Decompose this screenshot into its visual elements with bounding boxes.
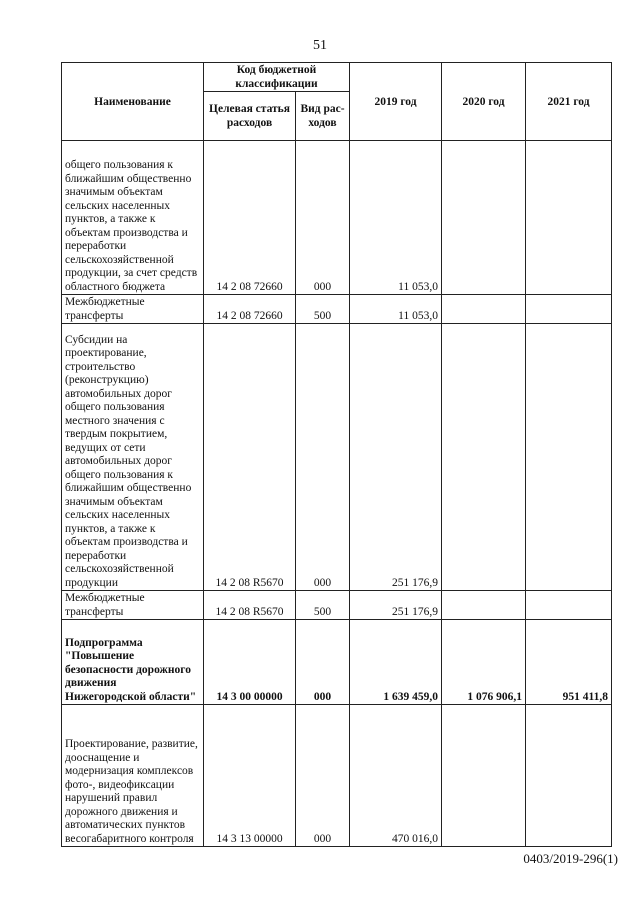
table-row (62, 324, 612, 591)
row-2021 (526, 324, 612, 591)
row-2020 (442, 324, 526, 591)
row-name: Межбюджетные трансферты (62, 295, 204, 324)
row-target-item: 14 2 08 R5670 (204, 591, 296, 620)
row-expense-type: 000 (296, 705, 350, 847)
table-row (62, 295, 612, 324)
row-2019: 470 016,0 (350, 705, 442, 847)
header-2021: 2021 год (526, 63, 612, 141)
row-2021 (526, 141, 612, 295)
row-expense-type: 500 (296, 295, 350, 324)
row-2021: 951 411,8 (526, 620, 612, 705)
row-2021 (526, 705, 612, 847)
row-name: Субсидии на проектирование, строительство (реконструкцию) автомобильных дорог общего пользования местного значения с твердым покрытием, ведущих от сети автомобильных дорог общего пользования к ближайшим общественно значимым объектам сельских населенных пунктов, а также к объектам производства и переработки сельскохозяйственной продукции (62, 324, 204, 591)
header-target-item: Целевая статья расходов (204, 92, 296, 141)
row-2019: 11 053,0 (350, 141, 442, 295)
row-name: общего пользования к ближайшим общественно значимым объектам сельских населенных пунктов, а также к объектам производства и переработки сельскохозяйственной продукции, за счет средств областного бюджета (62, 141, 204, 295)
row-target-item: 14 2 08 72660 (204, 295, 296, 324)
header-2019: 2019 год (350, 63, 442, 141)
row-expense-type: 000 (296, 620, 350, 705)
row-expense-type: 000 (296, 324, 350, 591)
header-name: Наименование (62, 63, 204, 141)
row-name: Проектирование, развитие, дооснащение и модернизация комплексов фото-, видеофиксации нарушений правил дорожного движения и автоматических пунктов весогабаритного контроля (62, 705, 204, 847)
row-2019: 1 639 459,0 (350, 620, 442, 705)
row-2020 (442, 295, 526, 324)
row-target-item: 14 2 08 R5670 (204, 324, 296, 591)
row-2019: 251 176,9 (350, 324, 442, 591)
row-expense-type: 000 (296, 141, 350, 295)
header-row-top (62, 63, 612, 92)
row-2020 (442, 141, 526, 295)
row-name: Межбюджетные трансферты (62, 591, 204, 620)
row-target-item: 14 2 08 72660 (204, 141, 296, 295)
row-2021 (526, 591, 612, 620)
row-2021 (526, 295, 612, 324)
page-number: 51 (313, 38, 327, 53)
header-2020: 2020 год (442, 63, 526, 141)
row-name: Подпрограмма "Повышение безопасности дорожного движения Нижегородской области" (62, 620, 204, 705)
row-target-item: 14 3 00 00000 (204, 620, 296, 705)
document-code: 0403/2019-296(1) (523, 851, 618, 866)
row-2020 (442, 705, 526, 847)
row-2019: 251 176,9 (350, 591, 442, 620)
header-expense-type: Вид рас-ходов (296, 92, 350, 141)
budget-table (61, 62, 612, 847)
row-2020: 1 076 906,1 (442, 620, 526, 705)
row-expense-type: 500 (296, 591, 350, 620)
table-row (62, 141, 612, 295)
table-row-subprogram (62, 620, 612, 705)
row-target-item: 14 3 13 00000 (204, 705, 296, 847)
header-budget-code: Код бюджетной классификации (204, 63, 350, 92)
row-2019: 11 053,0 (350, 295, 442, 324)
table-row (62, 591, 612, 620)
row-2020 (442, 591, 526, 620)
table-row (62, 705, 612, 847)
